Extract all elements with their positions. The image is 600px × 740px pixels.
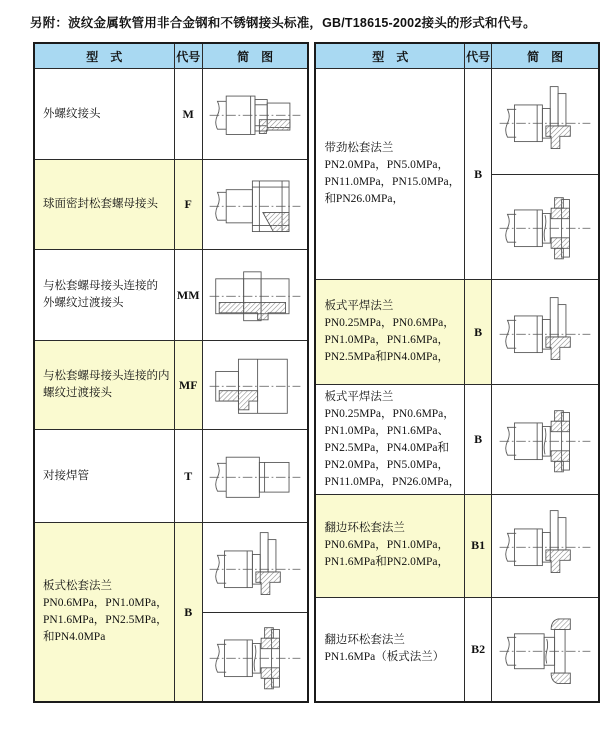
male-nipple-adapter-diagram [207,257,303,332]
type-cell [34,250,174,341]
diagram-wrapper [492,598,598,701]
code-cell: B [465,385,492,494]
column-header-type: 型 式 [34,43,174,69]
table-row [315,69,599,280]
lapped-ring-loose-flange-diagram [497,612,593,687]
diagram-sub-cell [203,341,308,429]
code-cell: M [174,69,202,160]
diagram-cell [492,69,599,280]
type-text-line: PN2.5MPa，PN4.0MPa和 [324,441,450,454]
butt-weld-pipe-diagram [207,438,303,513]
type-cell [315,494,464,597]
fitting-table-left [33,42,309,703]
diagram-wrapper [203,341,308,429]
type-text-line: 对接焊管 [43,469,89,482]
table-row [34,160,308,250]
code-cell: B2 [465,597,492,702]
code-cell: B [465,69,492,280]
diagram-wrapper [492,280,598,384]
diagram-sub-cell [203,523,308,612]
table-row [34,69,308,160]
table-row [34,523,308,703]
type-text-line: 与松套螺母接头连接的内 [43,370,170,382]
diagram-sub-cell [203,160,308,249]
type-text-line: PN2.5MPa和PN4.0MPa， [324,351,450,364]
female-thread-adapter-diagram [207,347,303,422]
table-row [315,494,599,597]
type-text-line: PN1.6MPa，PN2.5MPa， [43,614,168,626]
diagram-cell [202,523,308,703]
column-header-type: 型 式 [315,43,464,69]
type-cell [34,69,174,160]
type-text-line: 板式松套法兰 [43,580,112,592]
loose-flange-plate-up-diagram [497,508,593,583]
diagram-cell [202,160,308,250]
table-row [315,385,599,494]
type-text-line: 翻边环松套法兰 [324,634,405,647]
diagram-cell [202,69,308,160]
column-header-code: 代号 [174,43,202,69]
type-cell [34,160,174,250]
diagram-cell [202,430,308,523]
type-cell [315,597,464,702]
table-row [34,250,308,341]
diagram-sub-cell [203,250,308,340]
diagram-wrapper [203,430,308,522]
type-text-line: 板式平焊法兰 [324,390,394,403]
type-text-line: PN0.25MPa，PN0.6MPa， [324,317,455,330]
type-cell [315,280,464,385]
type-text-line: PN1.0MPa，PN1.6MPa、 [324,424,450,437]
type-text-line: 与松套螺母接头连接的 [43,280,158,292]
diagram-cell [492,597,599,702]
type-cell [315,385,464,494]
type-text-line: PN0.6MPa，PN1.0MPa， [324,539,450,552]
table-row [315,597,599,702]
header-row [315,43,599,69]
diagram-cell [492,385,599,494]
column-header-code: 代号 [465,43,492,69]
loose-flange-plate-up-diagram [497,295,593,370]
type-text-line: PN0.25MPa，PN0.6MPa， [324,407,455,420]
type-text-line: 带劲松套法兰 [324,142,394,155]
table-row [315,280,599,385]
loose-flange-collar-diagram [497,402,593,477]
type-text-line: PN2.0MPa，PN5.0MPa， [324,458,450,471]
type-text-line: PN11.0MPa，PN26.0MPa， [324,475,461,488]
loose-flange-collar-diagram [497,189,593,264]
code-cell: MM [174,250,202,341]
table-row [34,430,308,523]
loose-flange-plate-up-diagram [207,530,303,605]
diagram-wrapper [203,160,308,249]
type-cell [34,341,174,430]
swivel-nut-fitting-diagram [207,167,303,242]
diagram-sub-cell [203,69,308,159]
diagram-cell [492,280,599,385]
type-text-line: 外螺纹接头 [43,107,101,120]
type-text-line: 外螺纹过渡接头 [43,297,124,309]
type-text-line: 和PN4.0MPa [43,631,106,643]
page-title: 另附：波纹金属软管用非合金钢和不锈钢接头标准，GB/T18615-2002接头的形式和代号。 [30,16,536,30]
diagram-cell [492,494,599,597]
code-cell: T [174,430,202,523]
diagram-sub-cell [492,598,598,701]
type-text-line: 和PN26.0MPa， [324,193,404,206]
code-cell: F [174,160,202,250]
loose-flange-plate-up-diagram [497,84,593,159]
male-thread-fitting-diagram [207,76,303,151]
diagram-wrapper [492,495,598,597]
diagram-wrapper [492,69,598,279]
type-text-line: PN2.0MPa，PN5.0MPa， [324,159,450,172]
diagram-wrapper [492,386,598,494]
type-cell [34,523,174,703]
type-text-line: PN0.6MPa，PN1.0MPa， [43,597,168,609]
type-text-line: 翻边环松套法兰 [324,522,405,535]
diagram-sub-cell [492,69,598,174]
fitting-tables [33,42,600,703]
diagram-cell [202,250,308,341]
diagram-sub-cell [203,612,308,702]
diagram-sub-cell [203,430,308,522]
loose-flange-collar-diagram [207,619,303,694]
table-row [34,341,308,430]
type-text-line: PN1.6MPa（板式法兰） [324,651,445,664]
type-text-line: PN11.0MPa，PN15.0MPa， [324,176,461,189]
code-cell: MF [174,341,202,430]
type-text-line: PN1.6MPa和PN2.0MPa， [324,556,450,569]
diagram-sub-cell [492,280,598,384]
type-cell [34,430,174,523]
code-cell: B1 [465,494,492,597]
column-header-diagram: 简 图 [492,43,599,69]
diagram-sub-cell [492,174,598,280]
type-cell [315,69,464,280]
diagram-wrapper [203,69,308,159]
fitting-table-right [314,42,600,703]
header-row [34,43,308,69]
code-cell: B [465,280,492,385]
type-text-line: 板式平焊法兰 [324,300,394,313]
diagram-sub-cell [492,495,598,597]
type-text-line: 球面密封松套螺母接头 [43,198,158,210]
code-cell: B [174,523,202,703]
diagram-cell [202,341,308,430]
diagram-wrapper [203,250,308,340]
diagram-sub-cell [492,386,598,494]
type-text-line: 螺纹过渡接头 [43,387,112,399]
diagram-wrapper [203,523,308,701]
type-text-line: PN1.0MPa，PN1.6MPa， [324,334,450,347]
column-header-diagram: 简 图 [202,43,308,69]
